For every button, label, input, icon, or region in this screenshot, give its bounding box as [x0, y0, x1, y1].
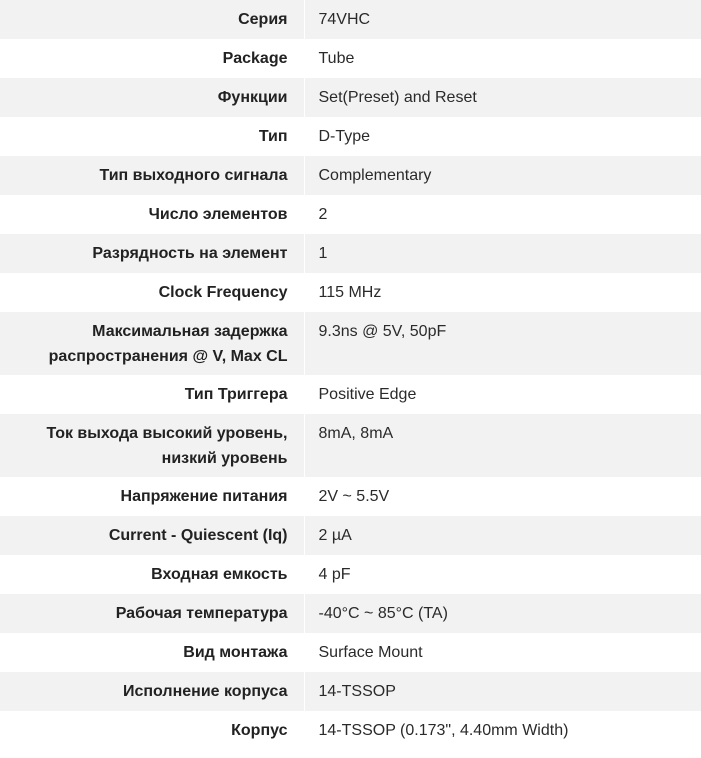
spec-label: [0, 711, 304, 750]
spec-value: 2: [318, 206, 328, 223]
spec-value: 74VHC: [304, 0, 701, 39]
spec-label-line: распространения @ V, Max CL: [48, 348, 288, 365]
spec-row: [0, 555, 701, 594]
spec-label-line: Напряжение питания: [120, 488, 288, 505]
spec-value: 115 MHz: [318, 284, 382, 301]
spec-label-line: Тип выходного сигнала: [99, 167, 288, 184]
spec-value: Positive Edge: [318, 386, 417, 403]
spec-label: [0, 78, 304, 117]
spec-value: 9.3ns @ 5V, 50pF: [304, 312, 701, 375]
spec-label-line: Исполнение корпуса: [122, 683, 288, 700]
spec-label-line: Тип: [258, 128, 288, 145]
spec-label-line: Разрядность на элемент: [92, 245, 288, 262]
spec-label-line: Clock Frequency: [158, 284, 288, 301]
spec-row: [0, 477, 701, 516]
spec-label: [0, 195, 304, 234]
spec-row: [0, 516, 701, 555]
spec-label-line: Current - Quiescent (Iq): [108, 527, 288, 544]
spec-row: [0, 39, 701, 78]
spec-row: [0, 117, 701, 156]
spec-value: 2 µA: [304, 516, 701, 555]
spec-row: [0, 273, 701, 312]
spec-label: [0, 414, 304, 477]
spec-label: [0, 672, 304, 711]
spec-row: [0, 234, 701, 273]
spec-label: [0, 273, 304, 312]
spec-row: [0, 711, 701, 750]
spec-label: [0, 234, 304, 273]
spec-row: [0, 414, 701, 477]
spec-value: D-Type: [318, 128, 371, 145]
spec-label: [0, 117, 304, 156]
spec-value: 4 pF: [318, 566, 351, 583]
spec-value: -40°C ~ 85°C (TA): [304, 594, 701, 633]
spec-label: [0, 39, 304, 78]
spec-row: [0, 375, 701, 414]
spec-label-line: Максимальная задержка: [92, 323, 288, 340]
spec-row: [0, 156, 701, 195]
spec-row: [0, 78, 701, 117]
spec-label-line: Серия: [238, 11, 288, 28]
spec-label-line: Функции: [217, 89, 288, 106]
spec-label-line: низкий уровень: [161, 450, 288, 467]
spec-value: Complementary: [304, 156, 701, 195]
spec-row: [0, 594, 701, 633]
spec-label: [0, 477, 304, 516]
spec-label-line: Package: [222, 50, 288, 67]
spec-label-line: Тип Триггера: [184, 386, 288, 403]
spec-value: 1: [304, 234, 701, 273]
spec-value: 14-TSSOP (0.173", 4.40mm Width): [318, 722, 569, 739]
spec-label-line: Вид монтажа: [183, 644, 288, 661]
spec-value: Set(Preset) and Reset: [304, 78, 701, 117]
spec-label: [0, 0, 304, 39]
spec-label: [0, 312, 304, 375]
spec-label-line: Рабочая температура: [115, 605, 288, 622]
spec-label-line: Корпус: [231, 722, 288, 739]
spec-label: [0, 555, 304, 594]
spec-row: [0, 312, 701, 375]
spec-label-line: Ток выхода высокий уровень,: [46, 425, 288, 442]
spec-value: 14-TSSOP: [304, 672, 701, 711]
spec-value: 8mA, 8mA: [304, 414, 701, 477]
spec-value: Surface Mount: [318, 644, 423, 661]
spec-label: [0, 594, 304, 633]
spec-label: [0, 156, 304, 195]
spec-value: 2V ~ 5.5V: [318, 488, 390, 505]
spec-row: [0, 672, 701, 711]
spec-label-line: Входная емкость: [151, 566, 288, 583]
spec-label-line: Число элементов: [148, 206, 288, 223]
spec-value: Tube: [318, 50, 355, 67]
spec-row: [0, 633, 701, 672]
spec-label: [0, 516, 304, 555]
spec-row: [0, 0, 701, 39]
spec-row: [0, 195, 701, 234]
spec-label: [0, 633, 304, 672]
spec-label: [0, 375, 304, 414]
